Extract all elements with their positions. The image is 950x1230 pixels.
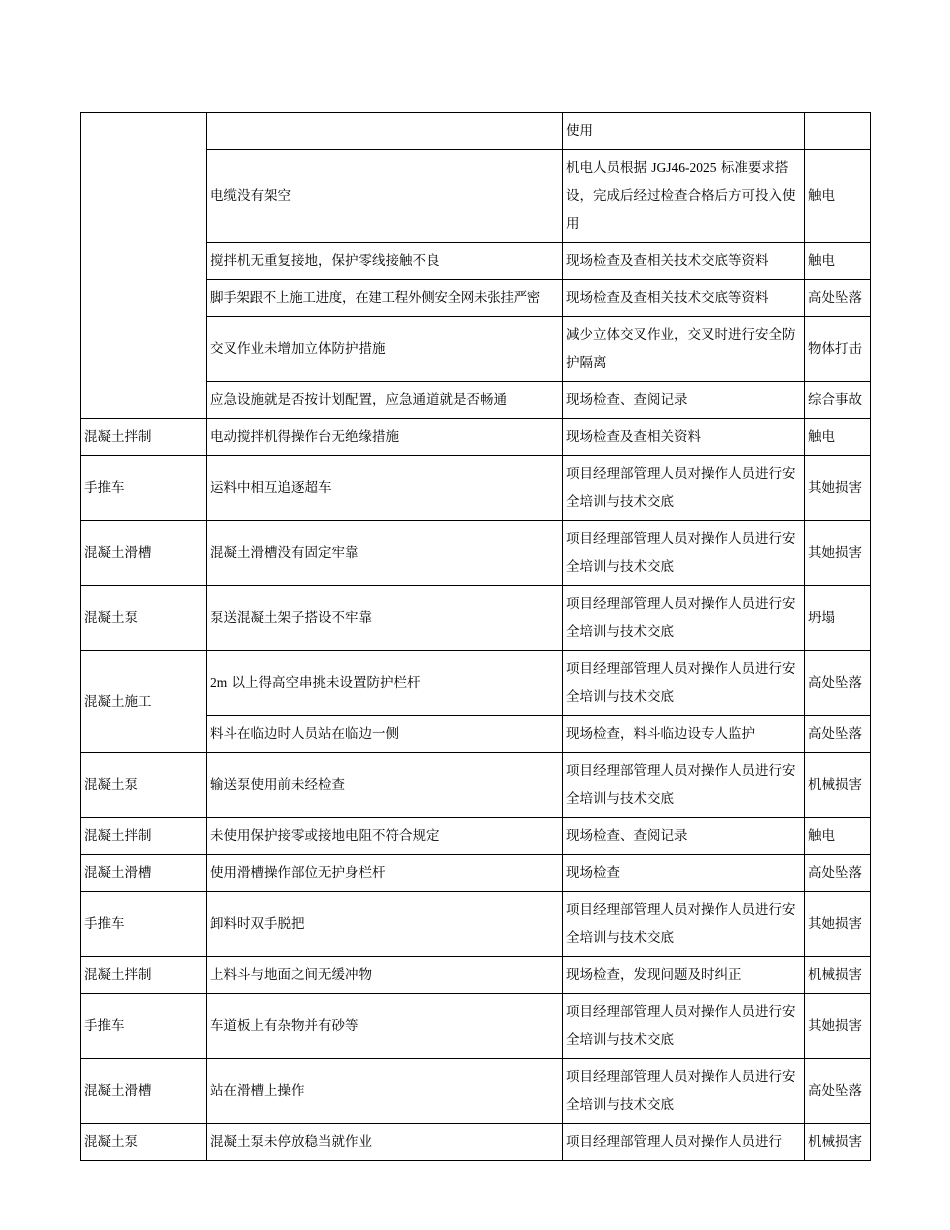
accident-cell: 高处坠落 [805, 716, 871, 753]
hazard-cell: 应急设施就是否按计划配置，应急通道就是否畅通 [207, 382, 563, 419]
accident-cell [805, 113, 871, 150]
height-value: 2m [210, 675, 228, 690]
process-cell: 混凝土拌制 [81, 818, 207, 855]
measure-cell: 使用 [563, 113, 805, 150]
table-row [81, 1124, 871, 1161]
measure-cell: 项目经理部管理人员对操作人员进行安全培训与技术交底 [563, 1059, 805, 1124]
process-cell: 混凝土滑槽 [81, 1059, 207, 1124]
process-cell: 手推车 [81, 892, 207, 957]
hazard-cell [207, 113, 563, 150]
table-row [81, 818, 871, 855]
table-row [81, 994, 871, 1059]
process-cell: 手推车 [81, 456, 207, 521]
hazard-cell: 电动搅拌机得操作台无绝缘措施 [207, 419, 563, 456]
measure-text: 标准要求搭设，完成后经过检查合格后方可投入使用 [566, 160, 796, 232]
accident-cell: 高处坠落 [805, 855, 871, 892]
measure-cell: 现场检查、查阅记录 [563, 818, 805, 855]
measure-cell: 现场检查及查相关资料 [563, 419, 805, 456]
table-row [81, 456, 871, 521]
hazard-cell: 上料斗与地面之间无缓冲物 [207, 957, 563, 994]
hazard-cell: 卸料时双手脱把 [207, 892, 563, 957]
measure-cell: 项目经理部管理人员对操作人员进行安全培训与技术交底 [563, 753, 805, 818]
process-cell: 手推车 [81, 994, 207, 1059]
measure-cell: 项目经理部管理人员对操作人员进行安全培训与技术交底 [563, 456, 805, 521]
table-row [81, 855, 871, 892]
hazard-cell: 料斗在临边时人员站在临边一侧 [207, 716, 563, 753]
process-cell: 混凝土拌制 [81, 419, 207, 456]
hazard-cell: 混凝土滑槽没有固定牢靠 [207, 521, 563, 586]
measure-text: 机电人员根据 [566, 160, 652, 176]
accident-cell: 其她损害 [805, 456, 871, 521]
process-cell: 混凝土泵 [81, 753, 207, 818]
accident-cell: 触电 [805, 150, 871, 243]
accident-cell: 触电 [805, 419, 871, 456]
hazard-text: 以上得高空串挑未设置防护栏杆 [227, 675, 421, 691]
process-cell: 混凝土泵 [81, 586, 207, 651]
measure-cell: 现场检查，发现问题及时纠正 [563, 957, 805, 994]
accident-cell: 触电 [805, 818, 871, 855]
table-row [81, 1059, 871, 1124]
process-cell: 混凝土滑槽 [81, 855, 207, 892]
table-row [81, 651, 871, 716]
measure-cell: 现场检查 [563, 855, 805, 892]
table-row [81, 586, 871, 651]
measure-cell: 减少立体交叉作业，交叉时进行安全防护隔离 [563, 317, 805, 382]
process-cell: 混凝土滑槽 [81, 521, 207, 586]
process-cell: 混凝土拌制 [81, 957, 207, 994]
measure-cell: 现场检查、查阅记录 [563, 382, 805, 419]
measure-cell: 项目经理部管理人员对操作人员进行安全培训与技术交底 [563, 586, 805, 651]
hazard-cell: 脚手架跟不上施工进度，在建工程外侧安全网未张挂严密 [207, 280, 563, 317]
accident-cell: 综合事故 [805, 382, 871, 419]
measure-cell: 项目经理部管理人员对操作人员进行安全培训与技术交底 [563, 521, 805, 586]
accident-cell: 其她损害 [805, 994, 871, 1059]
accident-cell: 触电 [805, 243, 871, 280]
measure-cell: 现场检查，料斗临边设专人监护 [563, 716, 805, 753]
table-row [81, 957, 871, 994]
hazard-cell: 搅拌机无重复接地，保护零线接触不良 [207, 243, 563, 280]
table-row [81, 419, 871, 456]
hazard-cell: 电缆没有架空 [207, 150, 563, 243]
hazard-cell: 交叉作业未增加立体防护措施 [207, 317, 563, 382]
accident-cell: 高处坠落 [805, 651, 871, 716]
accident-cell: 物体打击 [805, 317, 871, 382]
hazard-cell: 使用滑槽操作部位无护身栏杆 [207, 855, 563, 892]
accident-cell: 机械损害 [805, 753, 871, 818]
measure-cell: 项目经理部管理人员对操作人员进行安全培训与技术交底 [563, 892, 805, 957]
hazard-cell: 泵送混凝土架子搭设不牢靠 [207, 586, 563, 651]
hazard-cell: 混凝土泵未停放稳当就作业 [207, 1124, 563, 1161]
process-cell: 混凝土泵 [81, 1124, 207, 1161]
accident-cell: 机械损害 [805, 957, 871, 994]
measure-cell: 项目经理部管理人员对操作人员进行 [563, 1124, 805, 1161]
hazard-table [80, 112, 871, 1161]
table-row [81, 753, 871, 818]
hazard-cell: 输送泵使用前未经检查 [207, 753, 563, 818]
process-cell [81, 113, 207, 419]
measure-cell [563, 150, 805, 243]
accident-cell: 坍塌 [805, 586, 871, 651]
hazard-cell: 车道板上有杂物并有砂等 [207, 994, 563, 1059]
accident-cell: 高处坠落 [805, 280, 871, 317]
table-row [81, 113, 871, 150]
measure-cell: 项目经理部管理人员对操作人员进行安全培训与技术交底 [563, 994, 805, 1059]
accident-cell: 高处坠落 [805, 1059, 871, 1124]
accident-cell: 机械损害 [805, 1124, 871, 1161]
hazard-cell: 运料中相互追逐超车 [207, 456, 563, 521]
measure-cell: 现场检查及查相关技术交底等资料 [563, 280, 805, 317]
hazard-cell [207, 651, 563, 716]
accident-cell: 其她损害 [805, 892, 871, 957]
hazard-cell: 站在滑槽上操作 [207, 1059, 563, 1124]
table-row [81, 521, 871, 586]
standard-code: JGJ46-2025 [651, 160, 717, 175]
accident-cell: 其她损害 [805, 521, 871, 586]
measure-cell: 项目经理部管理人员对操作人员进行安全培训与技术交底 [563, 651, 805, 716]
measure-cell: 现场检查及查相关技术交底等资料 [563, 243, 805, 280]
table-row [81, 892, 871, 957]
process-cell: 混凝土施工 [81, 651, 207, 753]
hazard-cell: 未使用保护接零或接地电阻不符合规定 [207, 818, 563, 855]
